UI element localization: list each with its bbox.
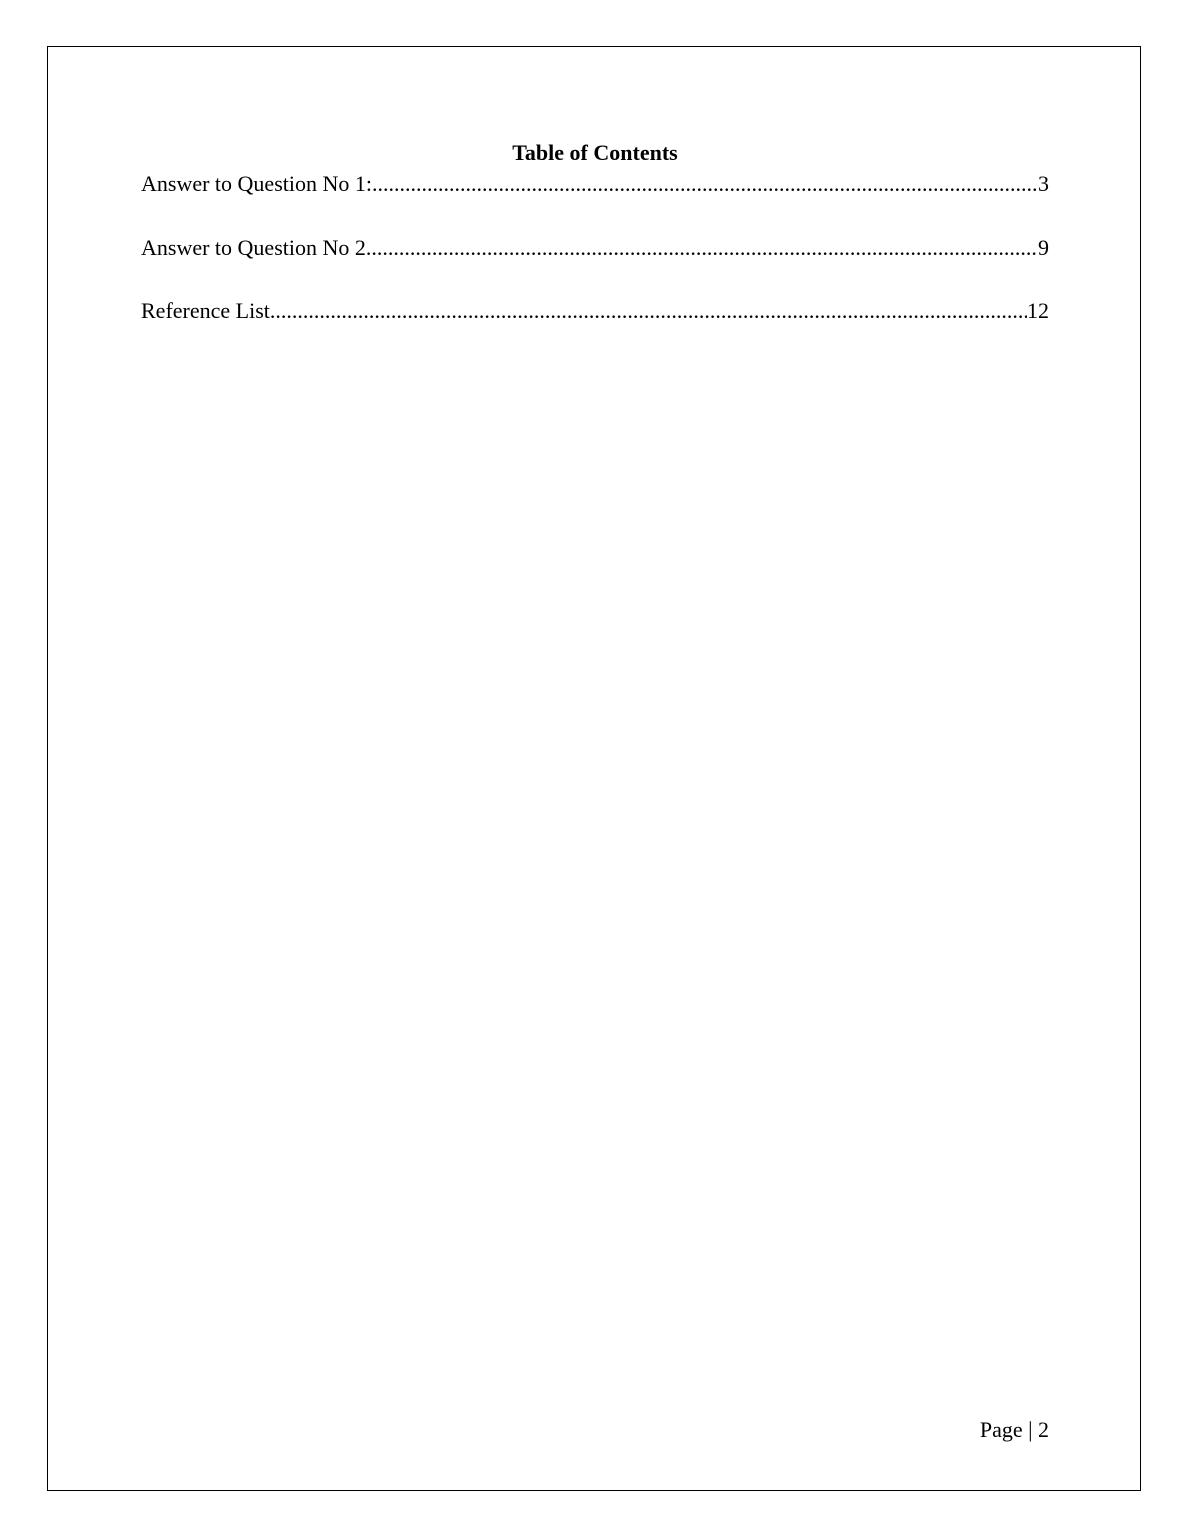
- toc-entry-label: Answer to Question No 1:: [141, 171, 372, 196]
- toc-entry-label: Answer to Question No 2: [141, 235, 366, 260]
- toc-dot-leader: [270, 297, 1027, 325]
- toc-entry-page-number: 3: [1038, 171, 1049, 196]
- toc-entry-question-1[interactable]: [141, 170, 1049, 198]
- toc-dot-leader: [372, 170, 1038, 198]
- toc-entry-page-number: 12: [1027, 298, 1049, 323]
- toc-title: Table of Contents: [512, 140, 678, 165]
- toc-entry-page-number: 9: [1038, 235, 1049, 260]
- toc-entry-question-2[interactable]: [141, 234, 1049, 262]
- toc-entry-reference-list[interactable]: [141, 297, 1049, 325]
- page-border: [47, 46, 1141, 1491]
- toc-entry-label: Reference List: [141, 298, 270, 323]
- toc-dot-leader: [366, 234, 1038, 262]
- page-number-footer: Page | 2: [979, 1417, 1049, 1442]
